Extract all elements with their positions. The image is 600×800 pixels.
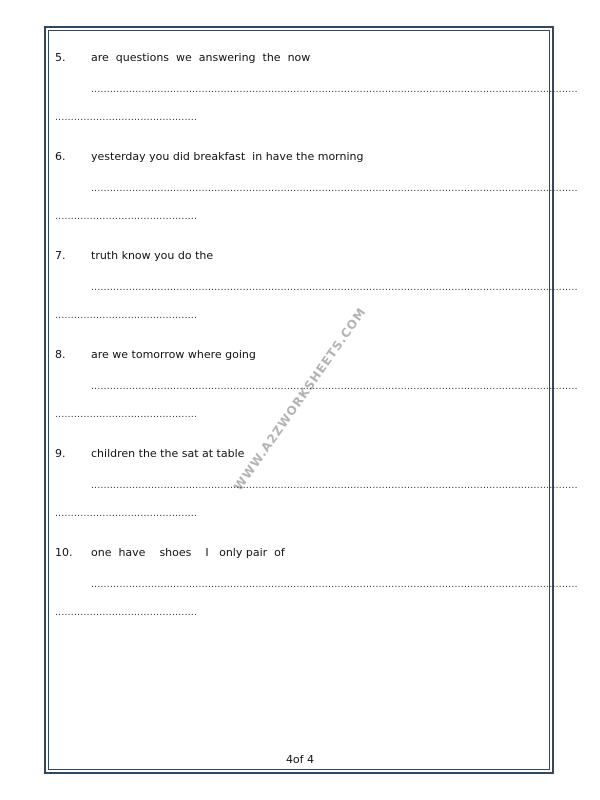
question-text: children the the sat at table (91, 447, 245, 460)
question-number: 7. (55, 249, 66, 262)
question-number: 9. (55, 447, 66, 460)
answer-line-continuation: ............................................. (55, 311, 198, 321)
answer-line-continuation: ............................................. (55, 509, 198, 519)
question-item (0, 249, 600, 339)
question-number: 6. (55, 150, 66, 163)
question-text: yesterday you did breakfast in have the morning (91, 150, 364, 163)
question-number: 5. (55, 51, 66, 64)
question-item (0, 348, 600, 438)
question-item (0, 150, 600, 240)
question-item (0, 447, 600, 537)
question-text: are questions we answering the now (91, 51, 311, 64)
answer-line-continuation: ............................................. (55, 608, 198, 618)
answer-line: .......................................................................................................................................................... (91, 85, 578, 95)
answer-line-continuation: ............................................. (55, 113, 198, 123)
question-item (0, 546, 600, 636)
answer-line: .......................................................................................................................................................... (91, 382, 578, 392)
question-text: truth know you do the (91, 249, 214, 262)
question-number: 8. (55, 348, 66, 361)
answer-line: .......................................................................................................................................................... (91, 184, 578, 194)
question-number: 10. (55, 546, 73, 559)
page-number: 4of 4 (285, 753, 315, 766)
answer-line: .......................................................................................................................................................... (91, 481, 578, 491)
answer-line-continuation: ............................................. (55, 212, 198, 222)
answer-line-continuation: ............................................. (55, 410, 198, 420)
question-item (0, 51, 600, 141)
question-text: are we tomorrow where going (91, 348, 256, 361)
answer-line: .......................................................................................................................................................... (91, 283, 578, 293)
watermark: WWW.A2ZWORKSHEETS.COM (231, 304, 369, 494)
answer-line: .......................................................................................................................................................... (91, 580, 578, 590)
question-text: one have shoes I only pair of (91, 546, 285, 559)
